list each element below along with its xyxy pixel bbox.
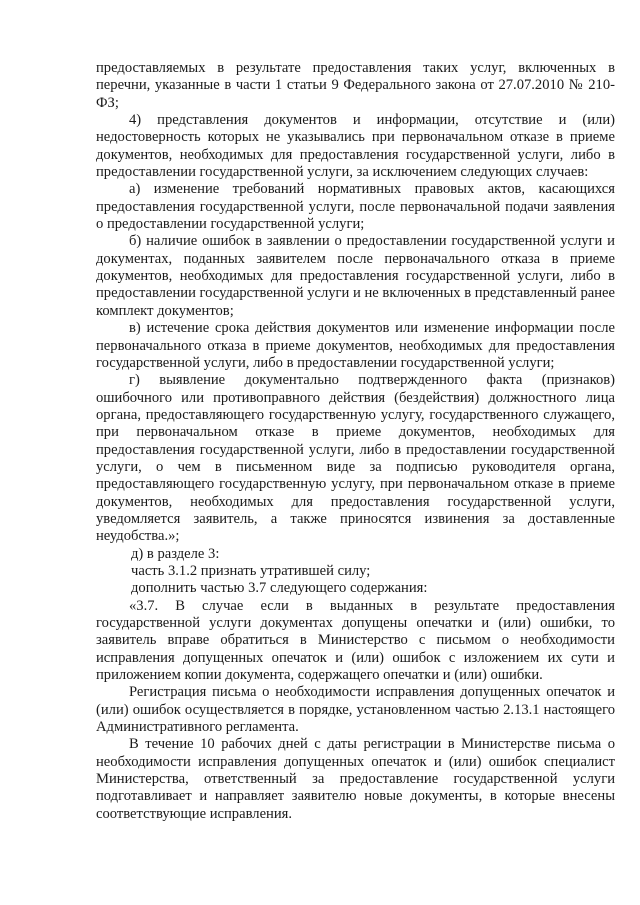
paragraph-subitem-b: б) наличие ошибок в заявлении о предоставлении государственной услуги и документах, поданных заявителем после первоначального отказа в приеме документов, необходимых для предоставления государственной услуги, либо в предоставлении государственной услуги и не включенных в представленный ранее комплект документов; bbox=[96, 233, 615, 319]
paragraph-section-3-7: «3.7. В случае если в выданных в результате предоставления государственной услуги документах допущены опечатки и (или) ошибки, то заявитель вправе обратиться в Министерство с письмом о необходимости исправления допущенных опечаток и (или) ошибок с изложением их сути и приложением копии документа, содержащего опечатки и (или) ошибки. bbox=[96, 597, 615, 684]
paragraph-add-part-3-7: дополнить частью 3.7 следующего содержания: bbox=[131, 580, 428, 597]
paragraph-item-4: 4) представления документов и информации, отсутствие и (или) недостоверность которых не указывались при первоначальном отказе в приеме документов, необходимых для предоставления государственной услуги, либо в предоставлении государственной услуги, за исключением следующих случаев: bbox=[96, 112, 615, 181]
paragraph-subitem-g: г) выявление документально подтвержденного факта (признаков) ошибочного или противоправного действия (бездействия) должностного лица органа, предоставляющего государственную услугу, государственного служащего, при первоначальном отказе в приеме документов, необходимых для предоставления государственной услуги, либо в предоставлении государственной услуги, о чем в письменном виде за подписью руководителя органа, предоставляющего государственную услугу, при первоначальном отказе в приеме документов, необходимых для предоставления государственной услуги, уведомляется заявитель, а также приносятся извинения за доставленные неудобства.»; bbox=[96, 372, 615, 545]
document-body bbox=[96, 60, 615, 823]
paragraph-continuation: предоставляемых в результате предоставления таких услуг, включенных в перечни, указанные в части 1 статьи 9 Федерального закона от 27.07.2010 № 210-ФЗ; bbox=[96, 60, 615, 111]
paragraph-10-days: В течение 10 рабочих дней с даты регистрации в Министерстве письма о необходимости исправления допущенных опечаток и (или) ошибок специалист Министерства, ответственный за предоставление государственной услуги подготавливает и направляет заявителю новые документы, в которые внесены соответствующие исправления. bbox=[96, 736, 615, 822]
paragraph-subitem-d: д) в разделе 3: bbox=[131, 545, 220, 562]
paragraph-registration: Регистрация письма о необходимости исправления допущенных опечаток и (или) ошибок осуществляется в порядке, установленном частью 2.13.1 настоящего Административного регламента. bbox=[96, 684, 615, 736]
paragraph-part-3-1-2: часть 3.1.2 признать утратившей силу; bbox=[131, 562, 371, 579]
paragraph-subitem-a: а) изменение требований нормативных правовых актов, касающихся предоставления государственной услуги, после первоначальной подачи заявления о предоставлении государственной услуги; bbox=[96, 181, 615, 233]
paragraph-subitem-v: в) истечение срока действия документов или изменение информации после первоначального отказа в приеме документов, необходимых для предоставления государственной услуги, либо в предоставлении государственной услуги; bbox=[96, 320, 615, 371]
